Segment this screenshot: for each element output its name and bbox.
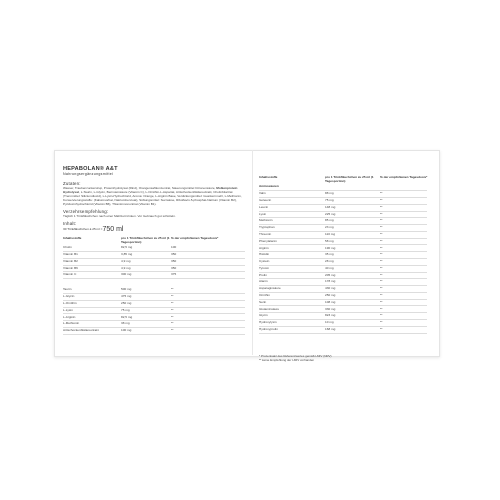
row-amount: 88 mg: [325, 191, 380, 198]
row-percent: **: [380, 326, 427, 333]
row-percent: **: [380, 265, 427, 272]
row-amount: 250 mg: [121, 300, 171, 307]
row-ingredient: Phenylalanin: [259, 238, 325, 245]
row-ingredient: Alanin: [259, 279, 325, 286]
table-row: [63, 314, 245, 321]
table-row: [63, 272, 245, 279]
row-ingredient: Vitamin C: [63, 272, 121, 279]
row-ingredient: Hydroxylysin: [259, 320, 325, 327]
fold-line: [252, 150, 253, 355]
table-row: [259, 245, 427, 252]
row-percent: **: [380, 238, 427, 245]
table-row: [63, 294, 245, 301]
table-row: [259, 313, 427, 320]
table-row: [63, 258, 245, 265]
product-title: HEPABOLAN® A&T: [63, 166, 118, 172]
row-amount: 100 mg: [121, 327, 171, 334]
row-ingredient: Histidin: [259, 252, 325, 259]
table-row: [259, 265, 427, 272]
row-amount: 82,5 mg: [121, 245, 171, 251]
left-nutrition-table: [63, 236, 245, 335]
row-amount: 4,9 mg: [121, 265, 171, 272]
table-row: [259, 252, 427, 259]
table-row: [259, 191, 427, 198]
row-percent: **: [380, 306, 427, 313]
table-row: [259, 211, 427, 218]
row-percent: **: [380, 279, 427, 286]
table-row: [259, 299, 427, 306]
table-row: [259, 197, 427, 204]
row-percent: **: [171, 314, 245, 321]
right-nutrition-table: [259, 175, 427, 334]
table-row: [63, 300, 245, 307]
row-percent: **: [380, 299, 427, 306]
row-ingredient: Cholin: [63, 245, 121, 251]
table-row: [63, 327, 245, 334]
row-percent: **: [380, 258, 427, 265]
row-ingredient: L-Ornithin: [63, 300, 121, 307]
row-ingredient: Hydroxyprolin: [259, 326, 325, 333]
row-amount: 3,85 mg: [121, 251, 171, 258]
footnote: ** keine Empfehlung der LMIV vorhanden: [259, 357, 315, 362]
row-percent: **: [380, 252, 427, 259]
row-amount: 330 mg: [325, 306, 380, 313]
table-row: [63, 251, 245, 258]
row-percent: 375: [171, 272, 245, 279]
row-ingredient: Cystein: [259, 258, 325, 265]
table-row: [259, 231, 427, 238]
row-amount: 823 mg: [325, 313, 380, 320]
table-header: pro 1 Trinkfläschchen zu 25 ml (1 Tagesportion): [121, 235, 170, 244]
row-ingredient: Vitamin B6: [63, 265, 121, 272]
row-amount: 190 mg: [325, 245, 380, 252]
row-percent: **: [171, 321, 245, 328]
row-ingredient: Glutaminsäure: [259, 306, 325, 313]
row-percent: 350: [171, 251, 245, 258]
row-percent: **: [380, 292, 427, 299]
row-ingredient: Vitamin B1: [63, 251, 121, 258]
table-row: [259, 306, 427, 313]
table-row: [63, 265, 245, 272]
row-ingredient: L-Arginin: [63, 314, 121, 321]
table-row: [259, 279, 427, 286]
table-row: [259, 286, 427, 293]
row-ingredient: Arginin: [259, 245, 325, 252]
row-ingredient: L-Lysin: [63, 307, 121, 314]
row-percent: 350: [171, 265, 245, 272]
row-amount: 148 mg: [325, 204, 380, 211]
row-amount: 4,9 mg: [121, 258, 171, 265]
row-amount: 300 mg: [121, 272, 171, 279]
content-text: 30 Trinkfläschchen à 25 ml =750 ml: [63, 225, 124, 233]
row-amount: 108 mg: [325, 299, 380, 306]
row-percent: **: [380, 204, 427, 211]
row-ingredient: Serin: [259, 299, 325, 306]
row-amount: 85 mg: [325, 218, 380, 225]
row-ingredient: Valin: [259, 191, 325, 198]
row-ingredient: Lysin: [259, 211, 325, 218]
row-ingredient: Vitamin B2: [63, 258, 121, 265]
row-amount: 40 mg: [325, 265, 380, 272]
table-row: [259, 204, 427, 211]
section-label: Aminosäuren: [259, 184, 325, 190]
row-ingredient: Prolin: [259, 272, 325, 279]
ingredients-text: Wasser, Traubenzuckersirup, Proteinhydrolysat (Rind), Orangensaftkonzentrat, Säuerungsmittel Citronensäure, Molkenprotein Hydrolysat, L-Taurin, L-Glycin, Bernsteinsäure (Vitamin C), L-Ornithin-L-Aspartat, Artischockenblätterextrakt, Cholinbitartrat (Trennmittel: Siliciumdioxid), L-Lysin-Hydrochlorid, Aroma: Orange, L-Arginin Base, Verdickungsmittel: Guarkernmehl, L-Methionin, Konservierungsstoffe: (Kaliumsorbat, Natriumbenzoat), Süßungsmittel: Sucralose, Riboflavin-5-phosphat-Natrium (Vitamin B2), Pyridoxinhydrochlorid (Vitamin B6), Thiaminmononitrat (Vitamin B1).: [63, 186, 242, 206]
row-ingredient: Tyrosin: [259, 265, 325, 272]
table-header: % der empfohlenen Tagesdosis*: [380, 175, 428, 180]
table-header-row: [259, 175, 427, 184]
row-percent: **: [380, 245, 427, 252]
table-row: [259, 292, 427, 299]
footnotes: [259, 354, 429, 362]
row-ingredient: Taurin: [63, 287, 121, 293]
row-ingredient: Methionin: [259, 218, 325, 225]
row-amount: 500 mg: [121, 287, 171, 293]
row-percent: **: [171, 287, 245, 293]
row-percent: **: [380, 313, 427, 320]
row-amount: 75 mg: [121, 307, 171, 314]
row-ingredient: Isoleucin: [259, 197, 325, 204]
row-percent: **: [380, 231, 427, 238]
row-percent: **: [380, 320, 427, 327]
content-heading: Inhalt:: [63, 220, 77, 226]
row-percent: 100: [171, 245, 245, 251]
usage-heading: Verzehrsempfehlung:: [63, 208, 109, 214]
row-percent: **: [380, 218, 427, 225]
table-header-row: [63, 236, 245, 245]
row-amount: 23 mg: [325, 225, 380, 232]
row-amount: 250 mg: [325, 292, 380, 299]
footnote: * Prozentsatz des Referenzwertes gemäß LMIV (NRV): [259, 353, 332, 358]
row-amount: 75 mg: [325, 197, 380, 204]
table-header: Inhaltsstoffe: [259, 175, 278, 180]
content-volume: 750 ml: [102, 225, 124, 233]
row-amount: 82,5 mg: [121, 314, 171, 321]
row-percent: **: [380, 225, 427, 232]
row-percent: **: [171, 307, 245, 314]
row-percent: **: [171, 294, 245, 301]
table-row: [63, 307, 245, 314]
row-ingredient: L-Glycin: [63, 294, 121, 301]
table-row: [259, 272, 427, 279]
row-amount: 168 mg: [325, 326, 380, 333]
row-percent: **: [380, 272, 427, 279]
right-panel: [259, 175, 429, 362]
row-amount: 38 mg: [121, 321, 171, 328]
row-percent: **: [380, 211, 427, 218]
row-amount: 10 mg: [325, 320, 380, 327]
row-ingredient: Leucin: [259, 204, 325, 211]
table-row: [259, 225, 427, 232]
row-ingredient: Tryptophan: [259, 225, 325, 232]
usage-text: Täglich 1 Trinkfläschchen nach einer Mahlzeit trinken. Vor Gebrauch gut schütteln.: [63, 213, 176, 218]
table-row: [259, 238, 427, 245]
row-ingredient: Ornithin: [259, 292, 325, 299]
row-percent: **: [380, 197, 427, 204]
table-header: pro 1 Trinkfläschchen zu 25 ml (1 Tagesportion): [325, 175, 374, 183]
row-ingredient: Glycin: [259, 313, 325, 320]
table-row: [259, 258, 427, 265]
product-subtitle: Nahrungsergänzungsmittel: [63, 172, 114, 176]
left-panel: [63, 166, 245, 335]
row-amount: 430 mg: [325, 286, 380, 293]
ingredients-bold: Molkenprotein Hydrolysat: [63, 186, 238, 195]
table-row: [259, 326, 427, 333]
row-percent: 350: [171, 258, 245, 265]
row-percent: **: [380, 286, 427, 293]
table-header: Inhaltsstoffe: [63, 235, 82, 240]
table-row: [259, 320, 427, 327]
row-amount: 35 mg: [325, 252, 380, 259]
row-percent: **: [171, 327, 245, 334]
row-amount: 58 mg: [325, 238, 380, 245]
ingredients-heading: Zutaten:: [63, 181, 81, 187]
row-amount: 475 mg: [121, 294, 171, 301]
row-ingredient: Asparaginsäure: [259, 286, 325, 293]
row-ingredient: L-Methionin: [63, 321, 121, 328]
row-amount: 205 mg: [325, 272, 380, 279]
row-amount: 225 mg: [325, 211, 380, 218]
table-row: [63, 321, 245, 328]
table-header: % der empfohlenen Tagesdosis*: [171, 235, 219, 240]
row-amount: 178 mg: [325, 279, 380, 286]
row-percent: **: [171, 300, 245, 307]
row-amount: 28 mg: [325, 258, 380, 265]
row-amount: 110 mg: [325, 231, 380, 238]
row-percent: **: [380, 191, 427, 198]
row-ingredient: Artischockenblätterextrakt: [63, 327, 121, 334]
row-ingredient: Threonin: [259, 231, 325, 238]
table-spacer: [63, 279, 245, 288]
table-row: [259, 218, 427, 225]
